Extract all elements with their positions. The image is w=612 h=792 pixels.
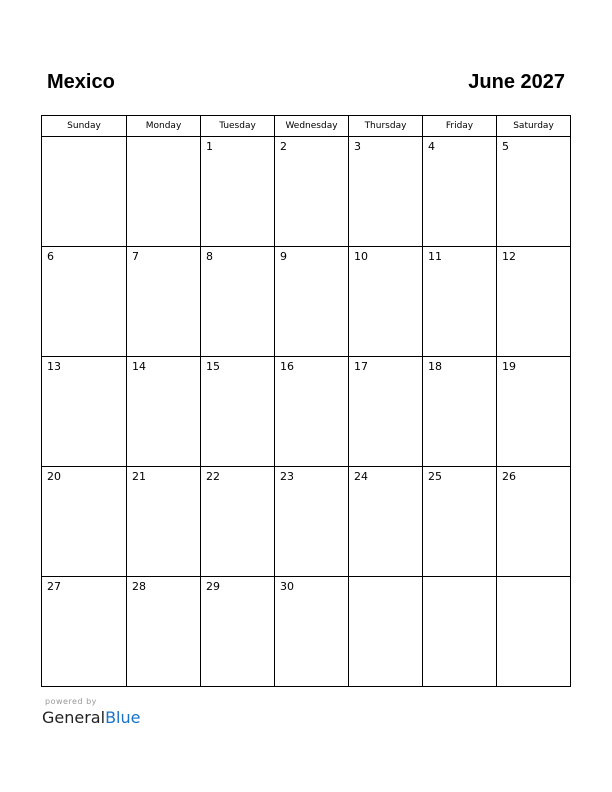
day-number: 5: [502, 140, 509, 153]
day-cell: [423, 357, 497, 467]
day-number: [423, 577, 496, 580]
day-cell: [127, 577, 201, 687]
day-cell: [423, 137, 497, 247]
day-cell: [42, 467, 127, 577]
weekday-saturday: Saturday: [497, 116, 571, 137]
day-number: 26: [502, 470, 516, 483]
weekday-friday: Friday: [423, 116, 497, 137]
day-number: 14: [132, 360, 146, 373]
day-number: 12: [502, 250, 516, 263]
day-number: 17: [354, 360, 368, 373]
brand-general: General: [42, 708, 106, 727]
day-number: 7: [132, 250, 139, 263]
day-number: 23: [280, 470, 294, 483]
day-cell: [42, 577, 127, 687]
day-cell: [201, 577, 275, 687]
day-number: 10: [354, 250, 368, 263]
day-number: 21: [132, 470, 146, 483]
day-cell: [127, 467, 201, 577]
day-cell: [201, 137, 275, 247]
weekday-thursday: Thursday: [349, 116, 423, 137]
day-cell: [275, 357, 349, 467]
day-cell: [423, 247, 497, 357]
day-number: 1: [206, 140, 213, 153]
day-cell: [275, 137, 349, 247]
day-cell: [349, 357, 423, 467]
day-cell: [127, 357, 201, 467]
day-number: 3: [354, 140, 361, 153]
day-cell: [349, 467, 423, 577]
powered-by-label: powered by: [45, 697, 97, 706]
day-cell: [201, 247, 275, 357]
day-number: [349, 577, 422, 580]
day-number: 13: [47, 360, 61, 373]
empty-day-cell: [423, 577, 497, 687]
week-row: [42, 357, 571, 467]
day-number: 2: [280, 140, 287, 153]
day-cell: [423, 467, 497, 577]
day-cell: [349, 247, 423, 357]
empty-day-cell: [127, 137, 201, 247]
day-cell: [497, 137, 571, 247]
day-number: 4: [428, 140, 435, 153]
day-cell: [497, 247, 571, 357]
day-number: 27: [47, 580, 61, 593]
weekday-monday: Monday: [127, 116, 201, 137]
day-number: [127, 137, 200, 140]
day-number: 16: [280, 360, 294, 373]
generalblue-logo[interactable]: [42, 708, 140, 727]
weekday-wednesday: Wednesday: [275, 116, 349, 137]
weekday-sunday: Sunday: [42, 116, 127, 137]
week-row: [42, 137, 571, 247]
day-cell: [349, 137, 423, 247]
day-number: 30: [280, 580, 294, 593]
country-title: Mexico: [47, 71, 115, 93]
day-cell: [275, 467, 349, 577]
empty-day-cell: [349, 577, 423, 687]
day-cell: [127, 247, 201, 357]
day-number: 25: [428, 470, 442, 483]
empty-day-cell: [42, 137, 127, 247]
day-number: 20: [47, 470, 61, 483]
day-number: [497, 577, 570, 580]
day-cell: [42, 357, 127, 467]
day-number: [42, 137, 126, 140]
day-number: 6: [47, 250, 54, 263]
day-number: 8: [206, 250, 213, 263]
day-number: 9: [280, 250, 287, 263]
day-number: 19: [502, 360, 516, 373]
calendar-grid: [41, 115, 571, 687]
day-cell: [497, 467, 571, 577]
day-cell: [275, 247, 349, 357]
day-cell: [201, 467, 275, 577]
empty-day-cell: [497, 577, 571, 687]
month-year-title: June 2027: [468, 71, 565, 93]
week-row: [42, 577, 571, 687]
week-row: [42, 467, 571, 577]
day-number: 18: [428, 360, 442, 373]
weekday-header-row: [42, 116, 571, 137]
week-row: [42, 247, 571, 357]
day-number: 28: [132, 580, 146, 593]
brand-blue: Blue: [105, 708, 141, 727]
weekday-tuesday: Tuesday: [201, 116, 275, 137]
day-cell: [275, 577, 349, 687]
day-number: 29: [206, 580, 220, 593]
day-cell: [42, 247, 127, 357]
day-number: 22: [206, 470, 220, 483]
day-number: 24: [354, 470, 368, 483]
day-number: 11: [428, 250, 442, 263]
day-cell: [201, 357, 275, 467]
day-number: 15: [206, 360, 220, 373]
day-cell: [497, 357, 571, 467]
